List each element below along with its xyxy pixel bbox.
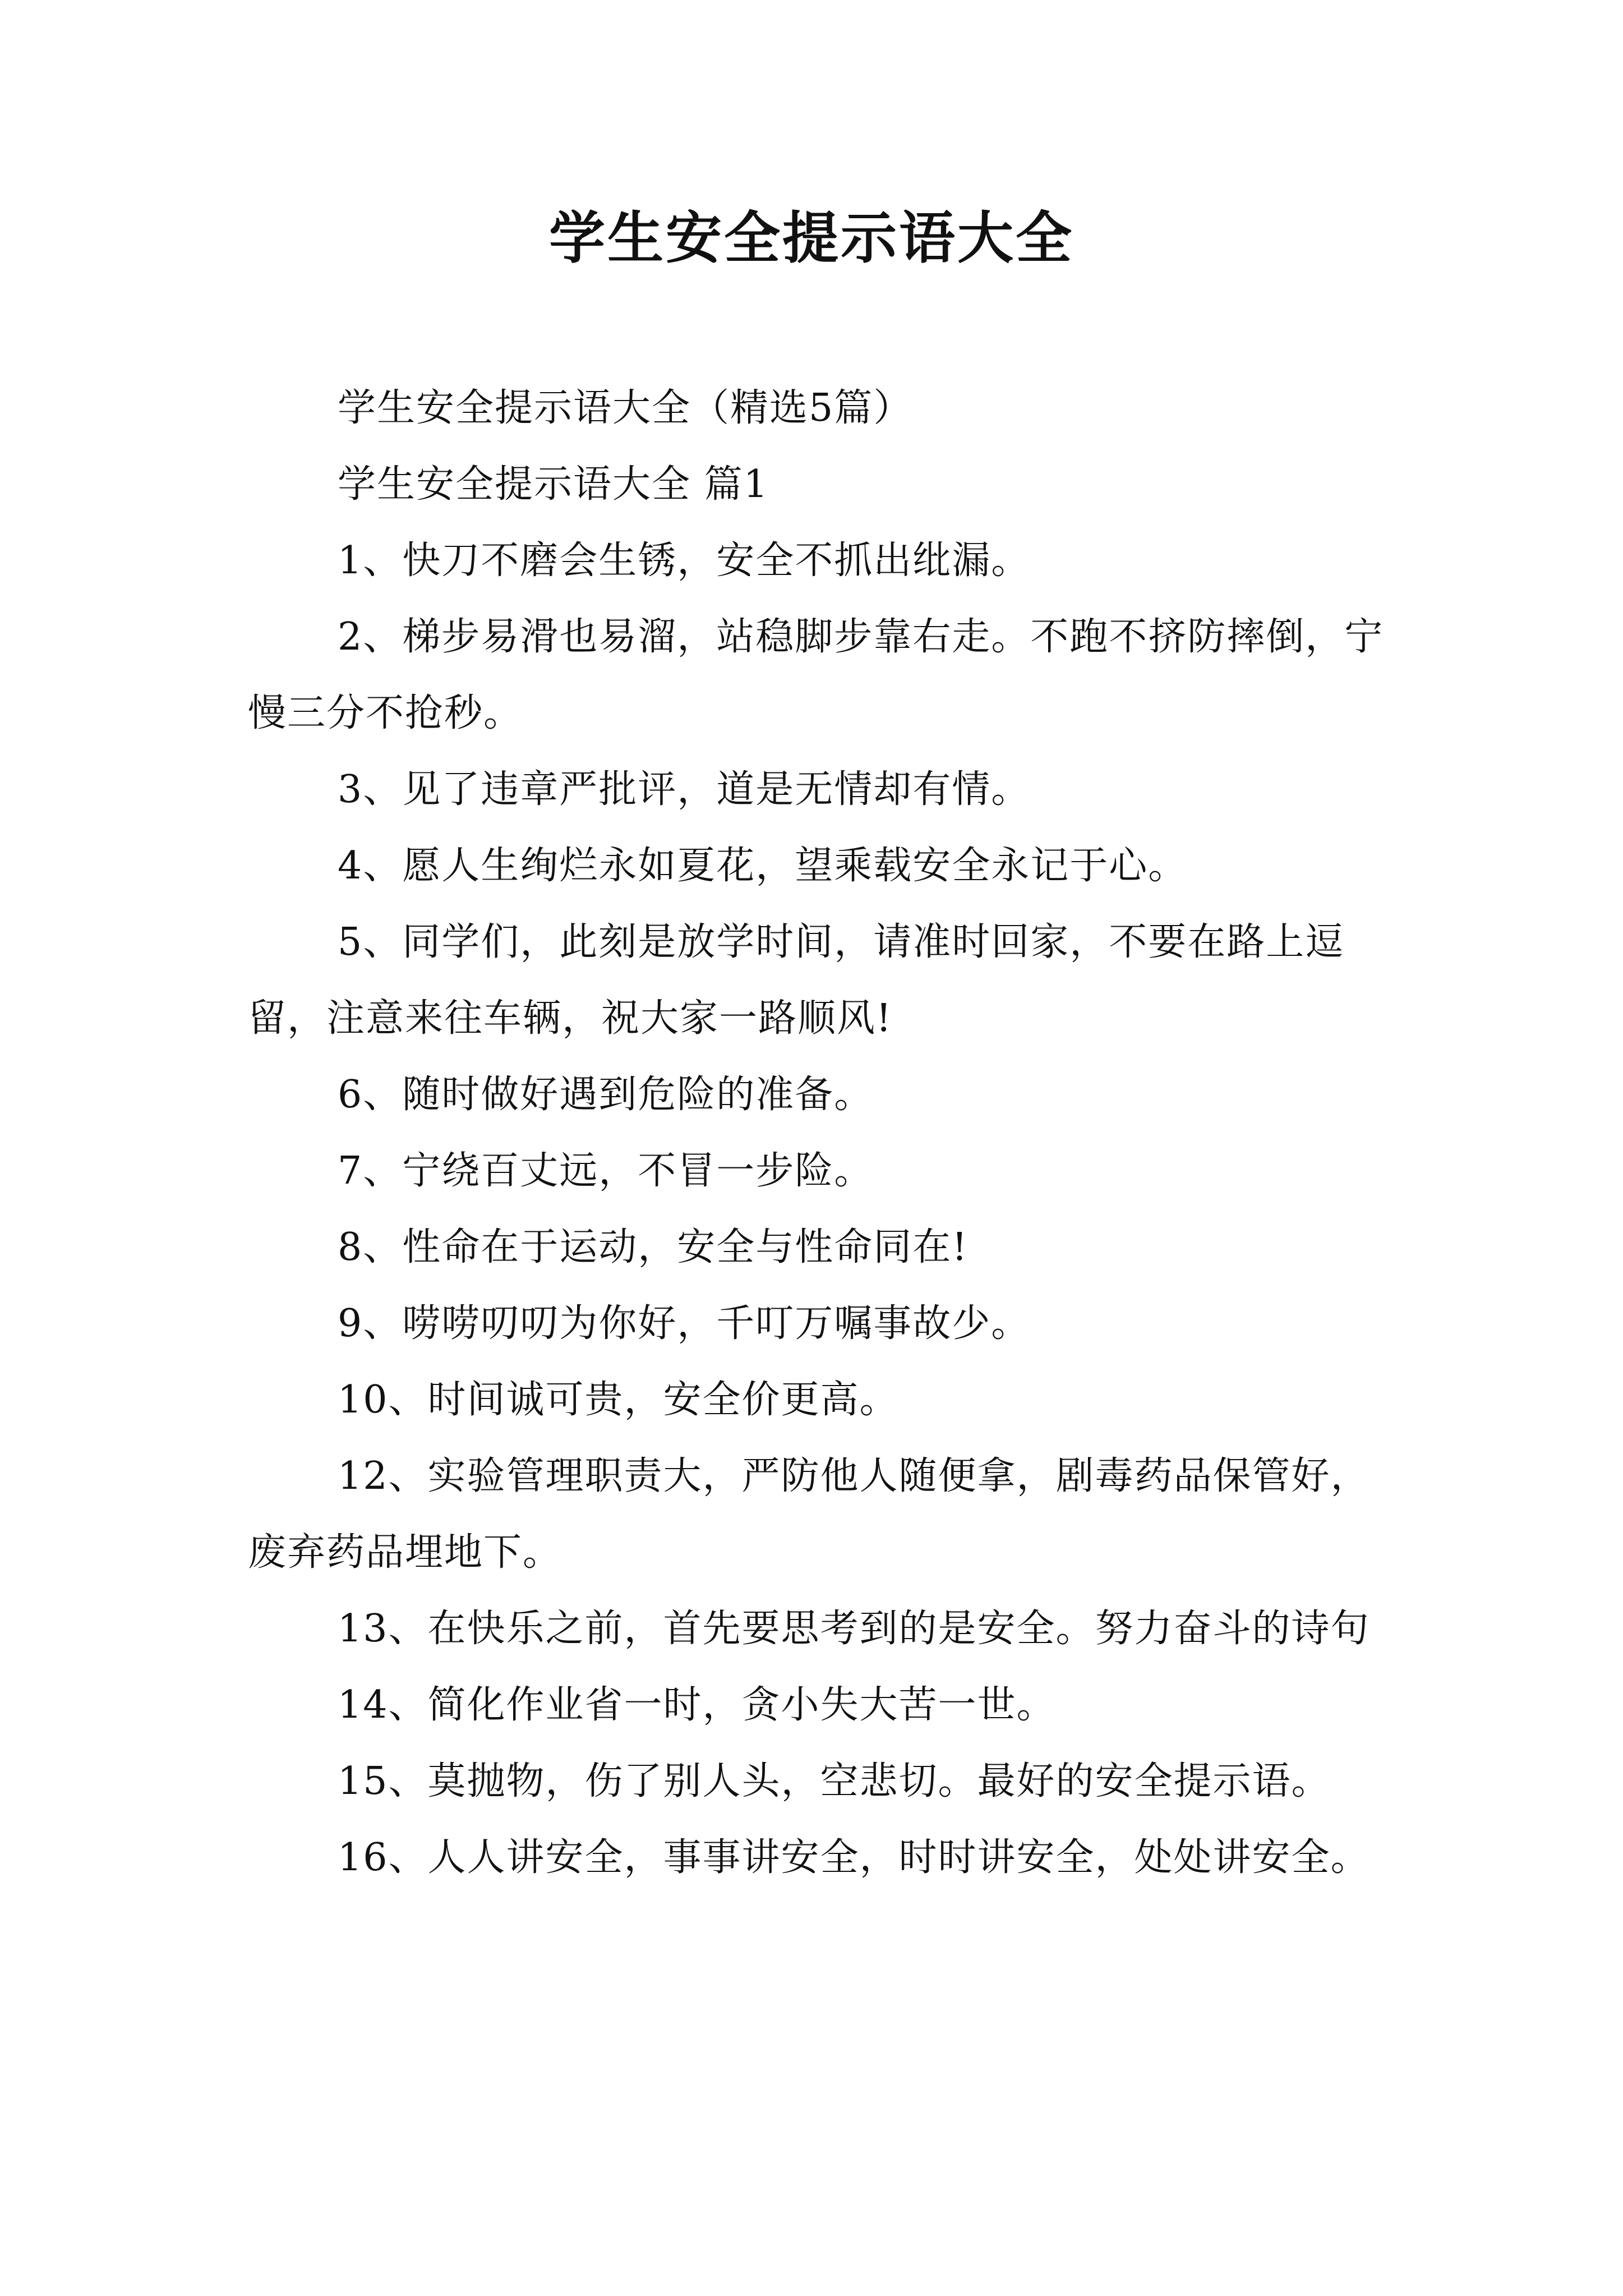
paragraph-item: 1、快刀不磨会生锈，安全不抓出纰漏。 xyxy=(338,539,1031,583)
paragraph-section-heading: 学生安全提示语大全 篇1 xyxy=(338,462,769,507)
paragraph-item: 6、随时做好遇到危险的准备。 xyxy=(338,1073,874,1117)
paragraph-item: 2、梯步易滑也易溜，站稳脚步靠右走。不跑不挤防摔倒，宁慢三分不抢秒。 xyxy=(248,615,1384,735)
document-title: 学生安全提示语大全 xyxy=(549,205,1074,271)
paragraph-item: 10、时间诚可贵，安全价更高。 xyxy=(338,1378,899,1422)
paragraph-item: 13、在快乐之前，首先要思考到的是安全。努力奋斗的诗句 xyxy=(338,1607,1370,1651)
paragraph-item: 5、同学们，此刻是放学时间，请准时回家，不要在路上逗留，注意来往车辆，祝大家一路顺风! xyxy=(248,920,1345,1041)
document-body xyxy=(248,370,1386,1896)
paragraph-intro: 学生安全提示语大全（精选5篇） xyxy=(338,386,913,430)
paragraph-item: 8、性命在于运动，安全与性命同在! xyxy=(338,1225,969,1269)
paragraph-item: 15、莫抛物，伤了别人头，空悲切。最好的安全提示语。 xyxy=(338,1759,1331,1803)
paragraph-item: 9、唠唠叨叨为你好，千叮万嘱事故少。 xyxy=(338,1301,1031,1346)
paragraph-item: 14、简化作业省一时，贪小失大苦一世。 xyxy=(338,1683,1056,1727)
paragraph-item: 7、宁绕百丈远，不冒一步险。 xyxy=(338,1149,874,1193)
paragraph-item: 16、人人讲安全，事事讲安全，时时讲安全，处处讲安全。 xyxy=(338,1835,1370,1880)
paragraph-item: 4、愿人生绚烂永如夏花，望乘载安全永记于心。 xyxy=(338,844,1188,888)
paragraph-item: 3、见了违章严批评，道是无情却有情。 xyxy=(338,767,1031,812)
paragraph-item: 12、实验管理职责大，严防他人随便拿，剧毒药品保管好，废弃药品埋地下。 xyxy=(248,1454,1370,1575)
